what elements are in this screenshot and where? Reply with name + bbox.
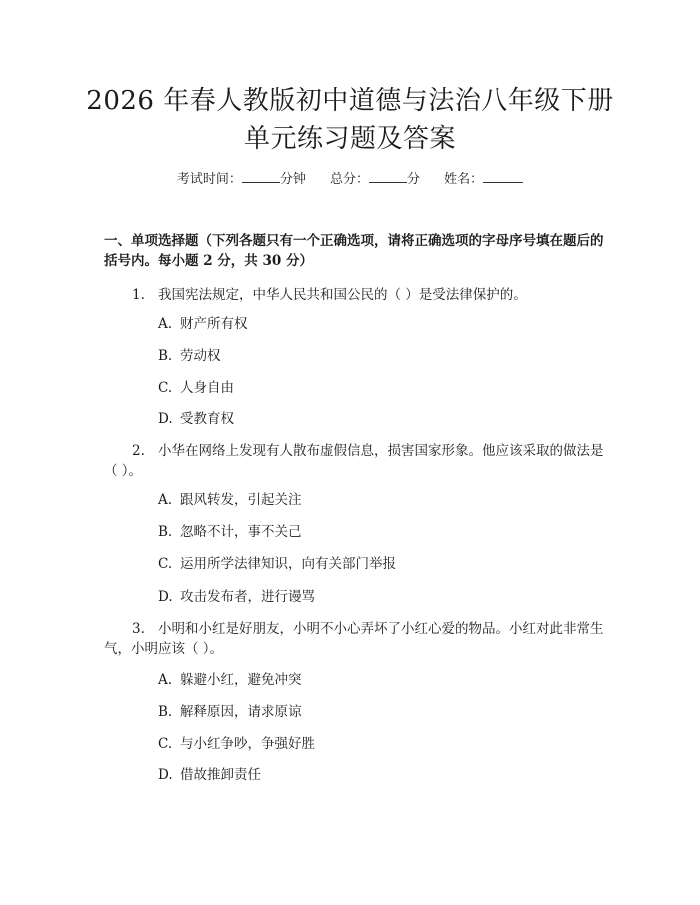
question-1-option-c [158,378,234,398]
option-letter: C. [158,556,173,572]
option-letter: D. [158,589,173,605]
question-2-option-c [158,554,396,574]
question-1-option-d [158,409,234,429]
question-3-option-b [158,702,302,722]
section-heading: 一、单项选择题（下列各题只有一个正确选项，请将正确选项的字母序号填在题后的括号内。每小题 2 分，共 30 分） [104,233,604,269]
question-number: 3. [132,621,145,637]
exam-time-unit: 分钟 [279,172,306,187]
total-score-label: 总分： [329,172,369,187]
total-score-unit: 分 [407,172,421,187]
question-1-option-b [158,346,221,366]
option-text: 劳动权 [180,348,221,364]
question-number: 1. [132,287,145,303]
question-2 [104,441,604,481]
question-1-option-a [158,314,248,334]
option-text: 解释原因，请求原谅 [180,704,302,720]
option-text: 人身自由 [180,380,234,396]
page-title-line1: 2026 年春人教版初中道德与法治八年级下册 [86,86,614,116]
option-letter: A. [158,672,173,688]
option-letter: D. [158,767,173,783]
question-3-option-c [158,734,315,754]
exam-time-blank [242,168,280,183]
option-text: 财产所有权 [180,316,248,332]
question-3-option-d [158,765,261,785]
total-score-field [330,168,420,190]
question-2-option-d [158,587,315,607]
name-label: 姓名： [444,172,484,187]
name-blank [483,168,523,183]
option-letter: B. [158,704,173,720]
question-number: 2. [132,443,145,459]
question-2-option-b [158,522,302,542]
option-letter: B. [158,348,173,364]
page-title-line2: 单元练习题及答案 [243,124,456,154]
total-score-blank [369,168,407,183]
option-text: 跟风转发，引起关注 [180,492,302,508]
option-text: 攻击发布者，进行谩骂 [180,589,315,605]
option-text: 借故推卸责任 [180,767,261,783]
option-letter: C. [158,736,173,752]
question-text: 我国宪法规定，中华人民共和国公民的（ ）是受法律保护的。 [158,287,527,303]
question-text: 小明和小红是好朋友，小明不小心弄坏了小红心爱的物品。小红对此非常生气，小明应该（ ）。 [104,621,604,657]
option-letter: B. [158,524,173,540]
exam-info [0,168,700,190]
option-text: 与小红争吵，争强好胜 [180,736,315,752]
question-3 [104,619,604,659]
question-1 [104,285,604,305]
option-letter: C. [158,380,173,396]
option-text: 受教育权 [180,411,234,427]
question-3-option-a [158,670,302,690]
option-text: 运用所学法律知识，向有关部门举报 [180,556,396,572]
option-letter: A. [158,492,173,508]
question-2-option-a [158,490,302,510]
exam-time-label: 考试时间： [176,172,242,187]
exam-time-field [177,168,306,190]
question-text: 小华在网络上发现有人散布虚假信息，损害国家形象。他应该采取的做法是（ ）。 [104,443,604,479]
option-text: 忽略不计，事不关己 [180,524,302,540]
option-text: 躲避小红，避免冲突 [180,672,302,688]
name-field [444,168,523,190]
option-letter: A. [158,316,173,332]
option-letter: D. [158,411,173,427]
